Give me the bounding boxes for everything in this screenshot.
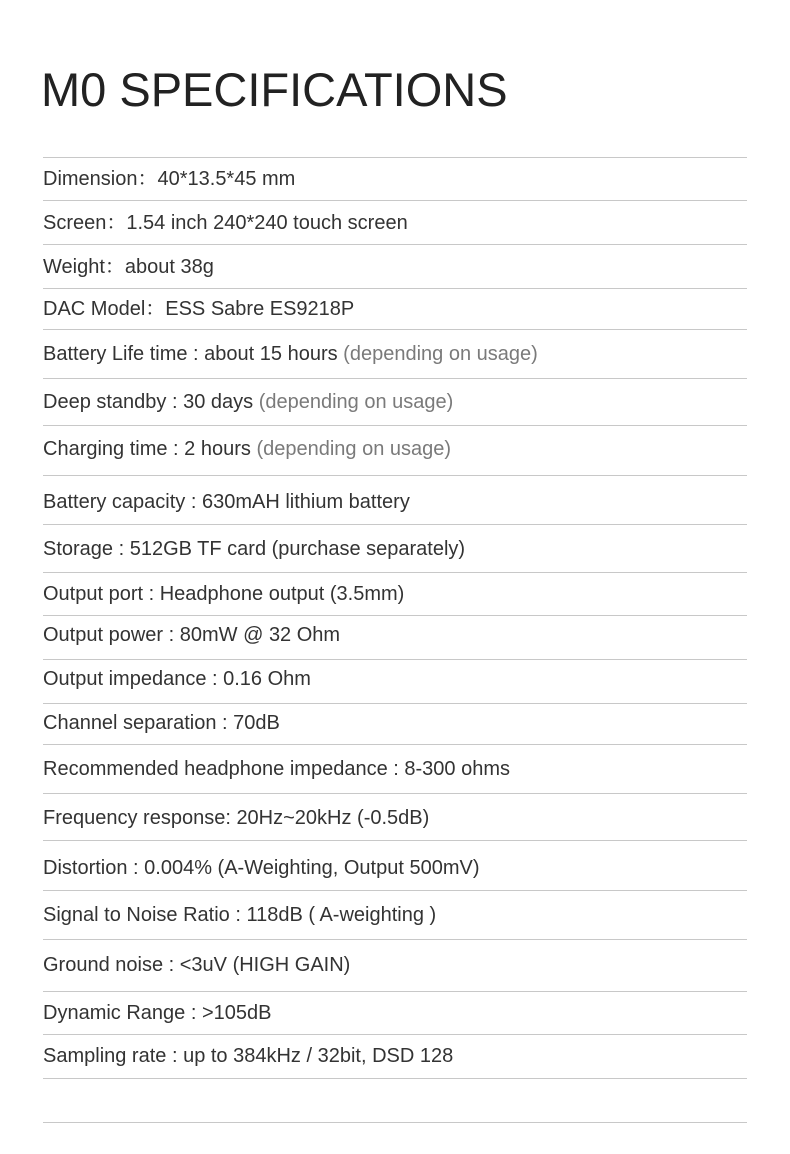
spec-output-power: Output power : 80mW @ 32 Ohm [43,624,341,646]
spec-ground-noise: Ground noise : <3uV (HIGH GAIN) [43,954,351,976]
spec-deep-standby: Deep standby : 30 days (depending on usage) [43,391,454,413]
spec-dynamic-range: Dynamic Range : >105dB [43,1002,272,1024]
spec-battery-life: Battery Life time : about 15 hours (depending on usage) [43,343,538,365]
spec-output-port: Output port : Headphone output (3.5mm) [43,583,405,605]
spec-recommended-impedance: Recommended headphone impedance : 8-300 ohms [43,758,510,780]
divider [43,288,747,289]
divider [43,157,747,158]
divider [43,840,747,841]
spec-storage: Storage : 512GB TF card (purchase separately) [43,538,466,560]
divider [43,1034,747,1035]
divider [43,572,747,573]
divider [43,703,747,704]
divider [43,939,747,940]
spec-output-impedance: Output impedance : 0.16 Ohm [43,668,311,690]
spec-distortion: Distortion : 0.004% (A-Weighting, Output 500mV) [43,857,480,879]
divider [43,329,747,330]
spec-dimension: Dimension：40*13.5*45 mm [43,168,296,190]
spec-weight: Weight：about 38g [43,256,214,278]
divider [43,890,747,891]
spec-charging-time: Charging time : 2 hours (depending on usage) [43,438,452,460]
spec-sampling-rate: Sampling rate : up to 384kHz / 32bit, DSD 128 [43,1045,454,1067]
divider [43,1078,747,1079]
divider [43,991,747,992]
spec-battery-capacity: Battery capacity : 630mAH lithium battery [43,491,410,513]
spec-frequency-response: Frequency response: 20Hz~20kHz (-0.5dB) [43,807,430,829]
divider [43,659,747,660]
divider [43,744,747,745]
divider [43,1122,747,1123]
divider [43,378,747,379]
divider [43,244,747,245]
divider [43,524,747,525]
divider [43,200,747,201]
divider [43,615,747,616]
spec-channel-separation: Channel separation : 70dB [43,712,280,734]
spec-screen: Screen：1.54 inch 240*240 touch screen [43,212,408,234]
divider [43,793,747,794]
spec-snr: Signal to Noise Ratio : 118dB ( A-weighting ) [43,904,437,926]
divider [43,475,747,476]
divider [43,425,747,426]
spec-dac-model: DAC Model：ESS Sabre ES9218P [43,298,355,320]
page-title: M0 SPECIFICATIONS [41,63,508,116]
